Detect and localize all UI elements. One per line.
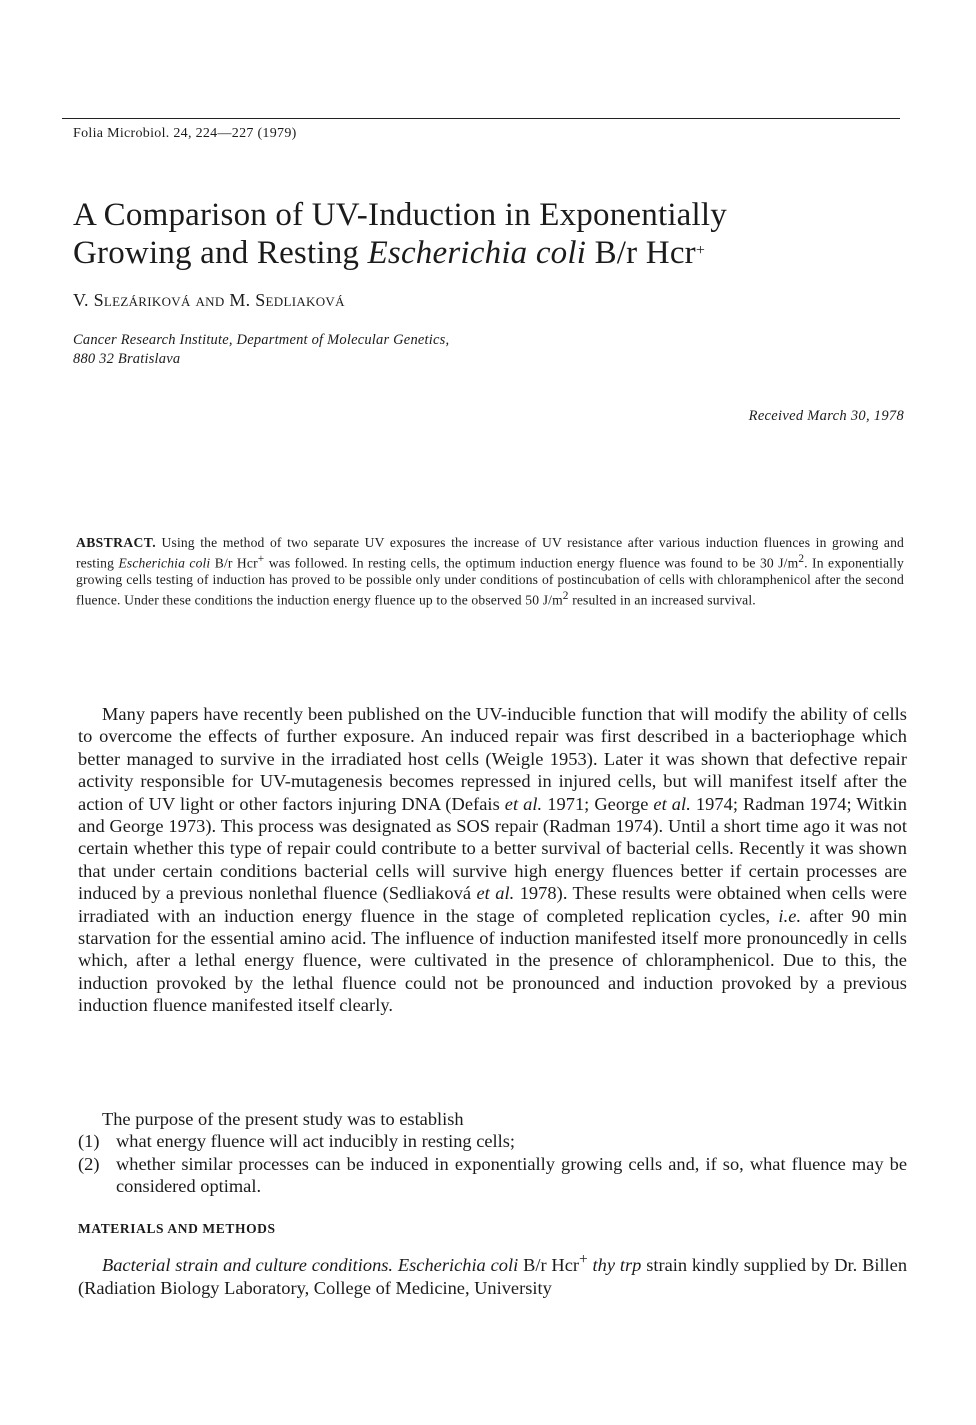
abstract-label: ABSTRACT. (76, 535, 157, 550)
citation-et-al-1: et al. (504, 793, 543, 814)
intro-text-c: 1974; Radman 1974; Witkin and George 1973). This process was designated as SOS repair (Radman 1974). Until a short time ago it was not certain whether this type of repair could contribute to a better survival of bacterial cells. Recently it was shown that under certain conditions bacterial cells will survive high energy fluences better if certain processes are induced by a previous nonlethal fluence (Sedliaková (78, 793, 907, 904)
title-line-2 (73, 234, 893, 272)
list-item (78, 1130, 907, 1152)
title-strain: B/r Hcr (594, 235, 696, 271)
title-organism: Escherichia coli (367, 235, 587, 271)
methods-genotype: thy trp (592, 1255, 642, 1276)
citation-et-al-3: et al. (476, 883, 515, 904)
intro-text-d: 1978). These results were obtained when cells were irradiated with an induction energy fluence in the stage of completed replication cycles, (78, 883, 907, 926)
intro-text-a: Many papers have recently been published on the UV-inducible function that will modify the ability of cells to overcome the effects of further exposure. An induced repair was first described in a bacteriophage which better managed to survive in the irradiated host cells (Weigle 1953). Later it was shown that defective repair activity responsible for UV-mutagenesis becomes repressed in injured cells, but will manifest itself after the action of UV light or other factors injuring DNA (Defais (78, 704, 907, 814)
title-prefix: Growing and Resting (73, 235, 360, 271)
citation-et-al-2: et al. (653, 793, 691, 814)
methods-paragraph (78, 1249, 907, 1299)
affiliation-line-2: 880 32 Bratislava (73, 351, 181, 367)
abstract-text-2: was followed. In resting cells, the optimum induction energy fluence was found to be 30 J/m (268, 555, 799, 571)
purpose-list (78, 1108, 907, 1198)
intro-text-b: 1971; George (547, 793, 649, 814)
methods-superscript: + (579, 1251, 588, 1268)
methods-subheading: Bacterial strain and culture conditions. (102, 1255, 394, 1276)
intro-paragraph (78, 703, 907, 1017)
abstract (76, 535, 904, 609)
abstract-exponent-1: 2 (798, 553, 805, 566)
purpose-intro: The purpose of the present study was to establish (102, 1109, 464, 1129)
journal-reference: Folia Microbiol. 24, 224—227 (1979) (73, 126, 297, 141)
affiliation (73, 331, 449, 369)
list-item-number: (1) (78, 1131, 100, 1152)
methods-organism: Escherichia coli (397, 1255, 519, 1276)
list-item (78, 1153, 907, 1198)
received-date: Received March 30, 1978 (748, 408, 904, 424)
authors: V. Slezáriková and M. Sedliaková (73, 290, 345, 310)
ie-abbreviation: i.e. (778, 905, 802, 926)
article-title (73, 196, 893, 272)
title-line-1: A Comparison of UV-Induction in Exponentially (73, 197, 727, 233)
affiliation-line-1: Cancer Research Institute, Department of Molecular Genetics, (73, 332, 450, 348)
intro-text-e: after 90 min starvation for the essential amino acid. The influence of induction manifested itself more pronouncedly in cells which, after a lethal energy fluence, were cultivated in the presence of chloramphenicol. Due to this, the induction provoked by the lethal fluence could not be pronounced and induction provoked by a previous induction fluence manifested itself clearly. (78, 905, 908, 1016)
methods-text: strain kindly supplied by Dr. Billen (Radiation Biology Laboratory, College of Medicine, University (78, 1255, 908, 1298)
abstract-superscript: + (257, 553, 265, 566)
abstract-organism: Escherichia coli (118, 555, 211, 571)
section-heading: MATERIALS AND METHODS (78, 1221, 276, 1236)
methods-strain: B/r Hcr (523, 1255, 579, 1276)
abstract-strain: B/r Hcr (214, 555, 258, 571)
list-item-text: what energy fluence will act inducibly in resting cells; (116, 1131, 516, 1152)
abstract-text-3: . In exponentially growing cells testing of induction has proved to be possible only under conditions of postincubation of cells with chloramphenicol after the second fluence. Under these conditions the induction energy fluence up to the observed 50 J/m (76, 555, 904, 608)
header-rule (62, 118, 900, 119)
title-superscript: + (695, 242, 706, 259)
abstract-text-4: resulted in an increased survival. (572, 592, 756, 608)
abstract-exponent-2: 2 (562, 590, 569, 603)
list-item-number: (2) (78, 1153, 100, 1174)
list-item-text: whether similar processes can be induced in exponentially growing cells and, if so, what fluence may be considered optimal. (116, 1153, 907, 1197)
abstract-text-1: Using the method of two separate UV exposures the increase of UV resistance after various induction fluences in growing and resting (76, 535, 904, 571)
